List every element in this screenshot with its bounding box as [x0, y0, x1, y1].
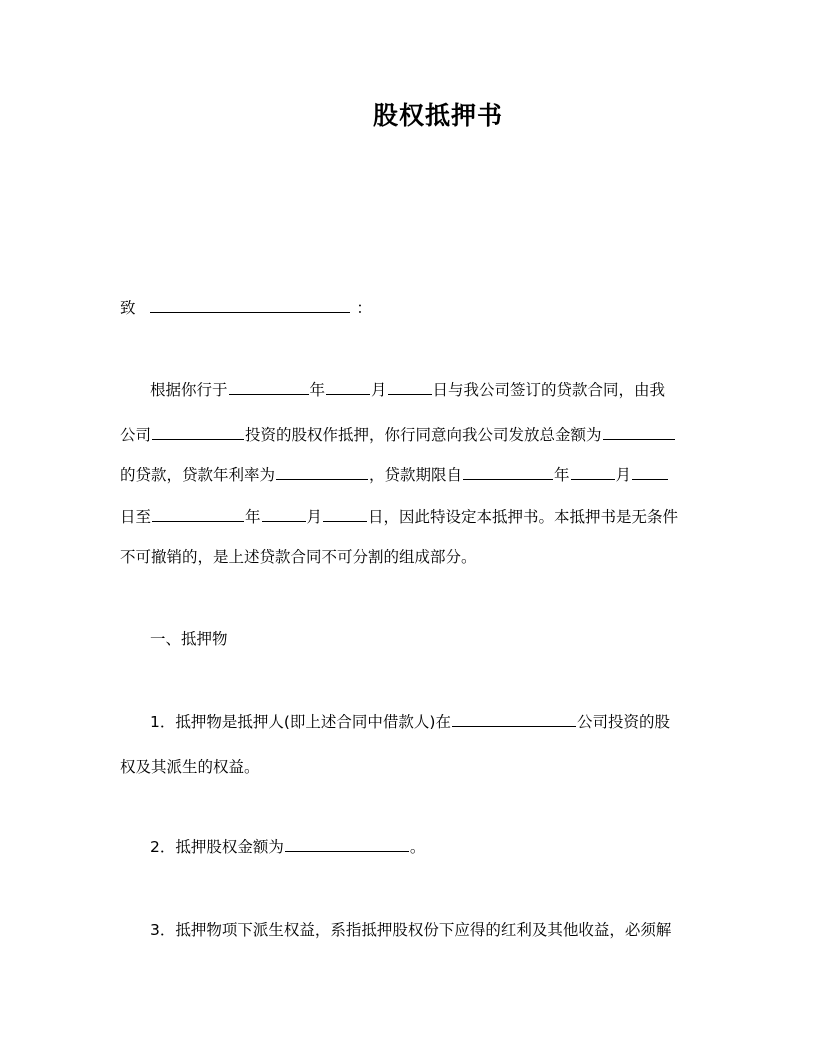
salutation-prefix: 致 — [120, 299, 136, 317]
term-start-month-blank — [571, 463, 615, 480]
date-year-blank — [229, 378, 309, 395]
intro-text: 月 — [306, 508, 323, 526]
interest-rate-blank — [276, 463, 368, 480]
document-title: 股权抵押书 — [372, 101, 503, 130]
section-1-item-1-line-1 — [120, 710, 670, 734]
term-end-month-blank — [262, 505, 306, 522]
intro-text: 根据你行于 — [150, 381, 228, 399]
intro-text: 月 — [371, 381, 387, 399]
intro-text: 的贷款，贷款年利率为 — [120, 466, 276, 484]
salutation-suffix: ： — [356, 299, 372, 317]
intro-text: 日与我公司签订的贷款合同，由我 — [432, 381, 666, 399]
item-text: 2．抵押股权金额为 — [150, 838, 284, 856]
item-text: 公司投资的股 — [576, 713, 670, 731]
intro-text: 年 — [245, 508, 261, 526]
date-day-blank — [388, 378, 432, 395]
intro-line-2 — [120, 423, 676, 447]
intro-text: 日至 — [120, 508, 152, 526]
intro-text: 月 — [615, 466, 632, 484]
recipient-blank — [150, 296, 350, 313]
intro-text: 年 — [554, 466, 570, 484]
pledged-company-blank — [452, 710, 576, 727]
section-1-item-2 — [120, 835, 425, 859]
term-end-day-blank — [323, 505, 367, 522]
item-text: 。 — [409, 838, 426, 856]
term-end-year-blank — [152, 505, 244, 522]
salutation-line — [120, 296, 372, 320]
pledged-equity-amount-blank — [285, 835, 409, 852]
intro-line-4 — [120, 505, 678, 529]
company-blank — [152, 423, 244, 440]
term-start-year-blank — [463, 463, 553, 480]
term-start-day-blank — [632, 463, 668, 480]
intro-text: 公司 — [120, 426, 152, 444]
intro-line-1 — [120, 378, 665, 402]
date-month-blank — [326, 378, 370, 395]
item-text: 1．抵押物是抵押人(即上述合同中借款人)在 — [150, 713, 451, 731]
section-1-item-1-line-2: 权及其派生的权益。 — [120, 758, 260, 776]
section-1-heading: 一、抵押物 — [150, 630, 228, 648]
total-amount-blank — [603, 423, 675, 440]
intro-line-5: 不可撤销的，是上述贷款合同不可分割的组成部分。 — [120, 548, 477, 566]
intro-text: 日，因此特设定本抵押书。本抵押书是无条件 — [368, 508, 679, 526]
section-1-item-3-line-1: 3．抵押物项下派生权益，系指抵押股权份下应得的红利及其他收益，必须解 — [150, 921, 672, 939]
intro-text: ，贷款期限自 — [369, 466, 463, 484]
intro-line-3 — [120, 463, 669, 487]
intro-text: 投资的股权作抵押，你行同意向我公司发放总金额为 — [245, 426, 602, 444]
intro-text: 年 — [309, 381, 326, 399]
